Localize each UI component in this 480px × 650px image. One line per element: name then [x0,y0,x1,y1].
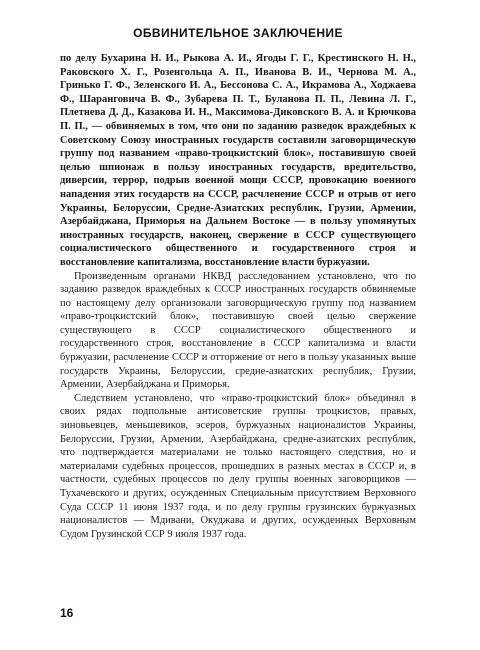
document-page [60,26,416,541]
findings-paragraph: Следствием установлено, что «право-троцкистский блок» объединял в своих рядах подпольные антисоветские группы троцкистов, правых, зиновьевцев, меньшевиков, эсеров, буржуазных националистов Украины, Белоруссии, Грузии, Армении, Азербайджана, средне-азиатских республик, что подтверждается материалами не только настоящего следствия, но и материалами судебных процессов, прошедших в разных местах в СССР и, в частности, судебных процессов по делу группы военных заговорщиков — Тухачевского и других, осужденных Специальным присутствием Верховного Суда СССР 11 июня 1937 года, и по делу группы грузинских буржуазных националистов — Мдивани, Окуджава и других, осужденных Верховным Судом Грузинской ССР 9 июля 1937 года. [60,392,416,540]
investigation-paragraph: Произведенным органами НКВД расследованием установлено, что по заданию разведок враждебных к СССР иностранных государств обвиняемые по настоящему делу организовали заговорщическую группу под названием «право-троцкистский блок», поставившую своей целью свержение существующего в СССР социалистического общественного и государственного строя, восстановление в СССР капитализма и власти буржуазии, расчленение СССР и отторжение от него в пользу указанных выше государств Украины, Белоруссии, средне-азиатских республик, Грузии, Армении, Азербайджана и Приморья. [60,270,416,391]
page-number: 16 [60,606,74,620]
indictment-paragraph: по делу Бухарина Н. И., Рыкова А. И., Ягоды Г. Г., Крестинского Н. Н., Раковского Х. Г., Розенгольца А. П., Иванова В. И., Чернова М. А., Гринько Г. Ф., Зеленского И. А., Бессонова С. А., Икрамова А., Ходжаева Ф., Шаранговича В. Ф., Зубарева П. Т., Буланова П. П., Левина Л. Г., Плетнева Д. Д., Казакова И. Н., Максимова-Диковского В. А. и Крючкова П. П., — обвиняемых в том, что они по заданию разведок враждебных к Советскому Союзу иностранных государств составили заговорщическую группу под названием «право-троцкистский блок», поставившую своей целью шпионаж в пользу иностранных государств, вредительство, диверсии, террор, подрыв военной мощи СССР, провокацию военного нападения этих государств на СССР, расчленение СССР и отрыв от него Украины, Белоруссии, Средне-Азиатских республик, Грузии, Армении, Азербайджана, Приморья на Дальнем Востоке — в пользу упомянутых иностранных государств, наконец, свержение в СССР существующего социалистического общественного и государственного строя и восстановление капитализма, восстановление власти буржуазии. [60,53,416,268]
running-heading: ОБВИНИТЕЛЬНОЕ ЗАКЛЮЧЕНИЕ [133,26,343,40]
